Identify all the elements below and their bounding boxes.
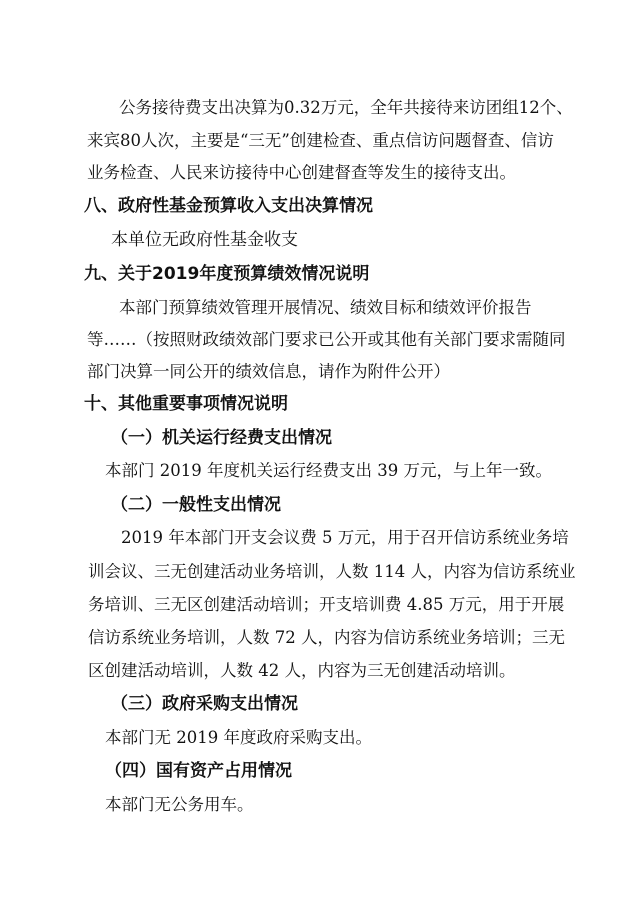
section-heading-10: 十、其他重要事项情况说明 <box>84 394 288 414</box>
paragraph-line: 本部门无公务用车。 <box>105 795 254 814</box>
paragraph-line: 信访系统业务培训，人数 72 人，内容为信访系统业务培训；三无 <box>88 628 565 647</box>
paragraph-line: 务培训、三无区创建活动培训；开支培训费 4.85 万元，用于开展 <box>88 595 565 614</box>
paragraph-line: 本单位无政府性基金收支 <box>111 230 298 250</box>
section-heading-9: 九、关于2019年度预算绩效情况说明 <box>84 264 370 284</box>
paragraph-line: 公务接待费支出决算为0.32万元，全年共接待来访团组12个、 <box>119 98 573 117</box>
paragraph-line: 区创建活动培训，人数 42 人，内容为三无创建活动培训。 <box>88 661 516 680</box>
paragraph-line: 2019 年本部门开支会议费 5 万元，用于召开信访系统业务培 <box>121 528 569 547</box>
subsection-heading-4: （四）国有资产占用情况 <box>105 761 292 781</box>
paragraph-line: 来宾80人次，主要是“三无”创建检查、重点信访问题督查、信访 <box>87 131 554 150</box>
paragraph-line: 等……（按照财政绩效部门要求已公开或其他有关部门要求需随同 <box>87 330 566 349</box>
paragraph-line: 业务检查、人民来访接待中心创建督查等发生的接待支出。 <box>87 163 516 182</box>
paragraph-line: 训会议、三无创建活动业务培训，人数 114 人，内容为信访系统业 <box>88 562 576 581</box>
subsection-heading-2: （二）一般性支出情况 <box>111 495 281 515</box>
paragraph-line: 本部门无 2019 年度政府采购支出。 <box>105 728 372 747</box>
paragraph-line: 本部门预算绩效管理开展情况、绩效目标和绩效评价报告 <box>119 298 532 317</box>
paragraph-line: 部门决算一同公开的绩效信息，请作为附件公开） <box>87 362 450 381</box>
subsection-heading-3: （三）政府采购支出情况 <box>111 694 298 714</box>
paragraph-line: 本部门 2019 年度机关运行经费支出 39 万元，与上年一致。 <box>105 461 552 480</box>
section-heading-8: 八、政府性基金预算收入支出决算情况 <box>84 196 373 216</box>
subsection-heading-1: （一）机关运行经费支出情况 <box>111 428 332 448</box>
